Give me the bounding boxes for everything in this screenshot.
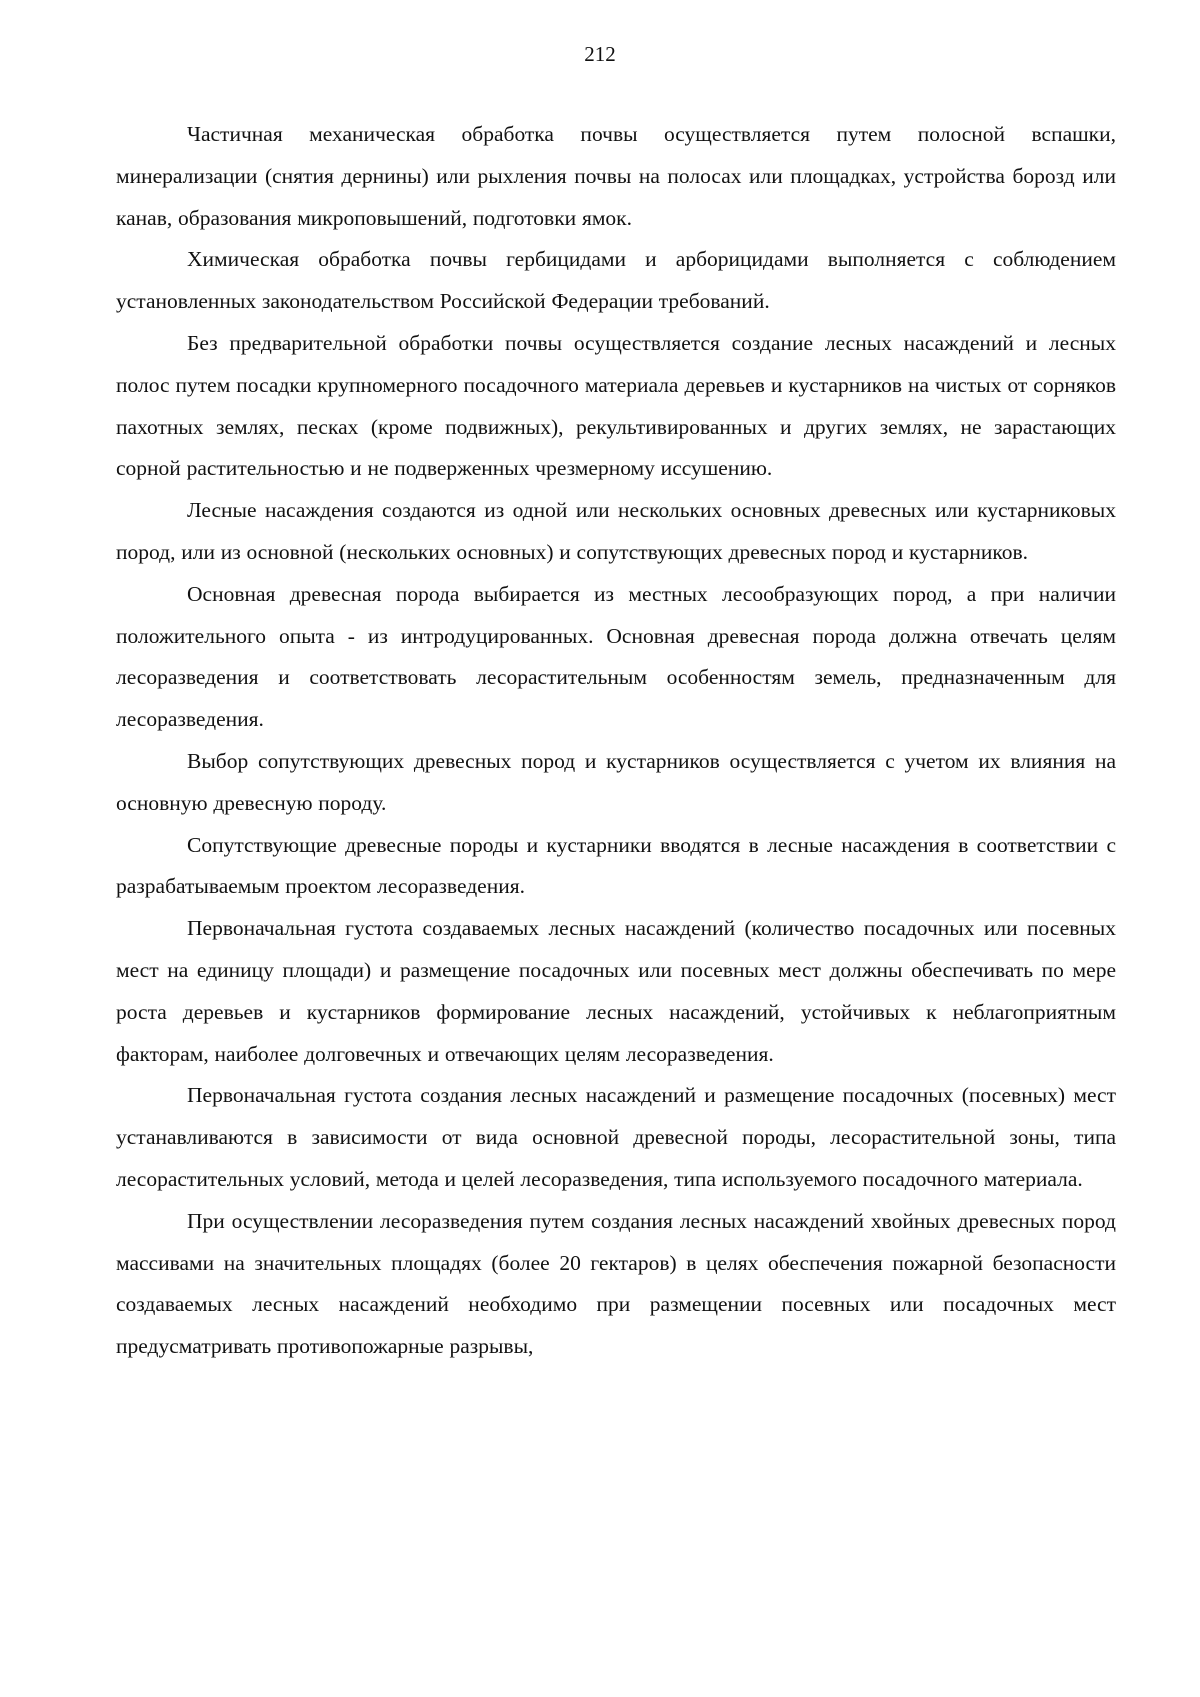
paragraph: Химическая обработка почвы гербицидами и арборицидами выполняется с соблюдением установленных законодательством Российской Федерации требований. <box>116 247 1116 314</box>
paragraph: Частичная механическая обработка почвы осуществляется путем полосной вспашки, минерализации (снятия дернины) или рыхления почвы на полосах или площадках, устройства борозд или канав, образования микроповышений, подготовки ямок. <box>116 122 1116 230</box>
paragraph: Выбор сопутствующих древесных пород и кустарников осуществляется с учетом их влияния на основную древесную породу. <box>116 748 1116 815</box>
paragraph: Основная древесная порода выбирается из местных лесообразующих пород, а при наличии положительного опыта - из интродуцированных. Основная древесная порода должна отвечать целям лесоразведения и соответствовать лесорастительным особенностям земель, предназначенным для лесоразведения. <box>116 581 1116 732</box>
paragraph: Лесные насаждения создаются из одной или нескольких основных древесных или кустарниковых пород, или из основной (нескольких основных) и сопутствующих древесных пород и кустарников. <box>116 498 1116 564</box>
paragraph: Первоначальная густота создаваемых лесных насаждений (количество посадочных или посевных мест на единицу площади) и размещение посадочных или посевных мест должны обеспечивать по мере роста деревьев и кустарников формирование лесных насаждений, устойчивых к неблагоприятным факторам, наиболее долговечных и отвечающих целям лесоразведения. <box>116 916 1116 1066</box>
document-body <box>116 114 1116 1368</box>
page-number: 212 <box>584 42 616 66</box>
paragraph: При осуществлении лесоразведения путем создания лесных насаждений хвойных древесных пород массивами на значительных площадях (более 20 гектаров) в целях обеспечения пожарной безопасности создаваемых лесных насаждений необходимо при размещении посевных или посадочных мест предусматривать противопожарные разрывы, <box>116 1208 1116 1359</box>
paragraph: Без предварительной обработки почвы осуществляется создание лесных насаждений и лесных полос путем посадки крупномерного посадочного материала деревьев и кустарников на чистых от сорняков пахотных землях, песках (кроме подвижных), рекультивированных и других землях, не зарастающих сорной растительностью и не подверженных чрезмерному иссушению. <box>116 330 1116 481</box>
paragraph: Сопутствующие древесные породы и кустарники вводятся в лесные насаждения в соответствии с разрабатываемым проектом лесоразведения. <box>116 832 1116 899</box>
paragraph: Первоначальная густота создания лесных насаждений и размещение посадочных (посевных) мест устанавливаются в зависимости от вида основной древесной породы, лесорастительной зоны, типа лесорастительных условий, метода и целей лесоразведения, типа используемого посадочного материала. <box>116 1083 1116 1191</box>
